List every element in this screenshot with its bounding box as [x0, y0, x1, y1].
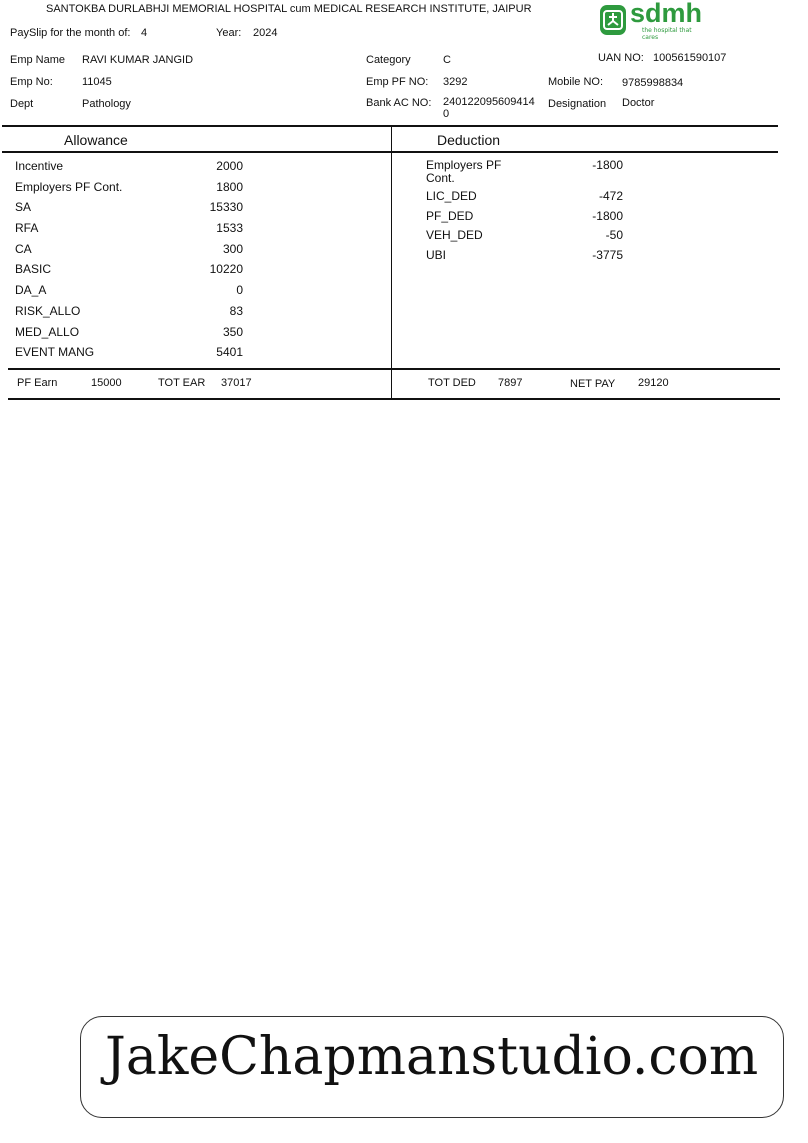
allowance-value: 15330: [209, 200, 243, 214]
table-top-rule: [2, 125, 778, 127]
totals-bottom-rule: [8, 398, 780, 400]
uan-label: UAN NO:: [598, 52, 644, 64]
watermark-box: [80, 1016, 784, 1118]
deduction-label: UBI: [426, 248, 447, 262]
allowance-label: RFA: [15, 221, 39, 235]
table-header-rule: [2, 151, 778, 153]
deduction-value: -1800: [592, 209, 623, 223]
allowance-value: 10220: [209, 262, 243, 276]
category-value: C: [443, 54, 451, 66]
bank-ac-label: Bank AC NO:: [366, 97, 432, 109]
deduction-header: Deduction: [437, 132, 501, 148]
tot-ded-value: 7897: [498, 377, 523, 389]
designation-value: Doctor: [622, 97, 655, 109]
deduction-label-line2: Cont.: [426, 171, 455, 185]
deduction-value: -3775: [592, 248, 623, 262]
table-divider: [391, 126, 392, 400]
tot-ded-label: TOT DED: [428, 377, 476, 389]
allowance-value: 350: [222, 325, 243, 339]
allowance-label: BASIC: [15, 262, 52, 276]
allowance-label: Employers PF Cont.: [15, 180, 123, 194]
emp-no-value: 11045: [82, 76, 112, 88]
hospital-icon: [600, 5, 626, 35]
deduction-label: Employers PF: [426, 158, 502, 172]
allowance-label: RISK_ALLO: [15, 304, 81, 318]
emp-pf-no-label: Emp PF NO:: [366, 76, 429, 88]
pf-earn-value: 15000: [91, 377, 122, 389]
totals-top-rule: [8, 368, 780, 370]
month-value: 4: [141, 27, 148, 39]
dept-label: Dept: [10, 98, 34, 110]
allowance-label: EVENT MANG: [15, 345, 95, 359]
watermark-text: JakeChapmanstudio.com: [105, 1027, 759, 1087]
pf-earn-label: PF Earn: [17, 377, 58, 389]
net-pay-value: 29120: [638, 377, 669, 389]
designation-label: Designation: [548, 98, 607, 110]
tot-ear-value: 37017: [221, 377, 252, 389]
allowance-header: Allowance: [64, 132, 128, 148]
allowance-value: 83: [229, 304, 243, 318]
category-label: Category: [366, 54, 411, 66]
allowance-value: 300: [222, 242, 243, 256]
deduction-value: -472: [598, 189, 623, 203]
bank-ac-value-line2: 0: [443, 108, 450, 120]
mobile-value: 9785998834: [622, 77, 684, 89]
deduction-label: PF_DED: [426, 209, 474, 223]
uan-value: 100561590107: [653, 52, 727, 64]
emp-pf-no-value: 3292: [443, 76, 468, 88]
deduction-label: VEH_DED: [426, 228, 483, 242]
mobile-label: Mobile NO:: [548, 76, 604, 88]
allowance-label: SA: [15, 200, 32, 214]
emp-name-value: RAVI KUMAR JANGID: [82, 54, 194, 66]
allowance-label: CA: [15, 242, 32, 256]
allowance-value: 0: [236, 283, 243, 297]
allowance-label: DA_A: [15, 283, 47, 297]
logo-name: sdmh: [630, 0, 703, 28]
deduction-label: LIC_DED: [426, 189, 477, 203]
allowance-label: MED_ALLO: [15, 325, 80, 339]
emp-no-label: Emp No:: [10, 76, 53, 88]
logo-tagline: the hospital that cares: [642, 27, 692, 41]
year-label: Year:: [216, 27, 242, 39]
emp-name-label: Emp Name: [10, 54, 66, 66]
deduction-value: -50: [605, 228, 623, 242]
deduction-value: -1800: [592, 158, 623, 172]
allowance-value: 1800: [216, 180, 243, 194]
tot-ear-label: TOT EAR: [158, 377, 206, 389]
net-pay-label: NET PAY: [570, 378, 616, 390]
year-value: 2024: [253, 27, 278, 39]
month-label: PaySlip for the month of:: [10, 27, 131, 39]
allowance-value: 1533: [216, 221, 243, 235]
institute-title: SANTOKBA DURLABHJI MEMORIAL HOSPITAL cum MEDICAL RESEARCH INSTITUTE, JAIPUR: [46, 3, 532, 15]
bank-ac-value-line1: 240122095609414: [443, 96, 535, 108]
dept-value: Pathology: [82, 98, 131, 110]
allowance-value: 5401: [216, 345, 243, 359]
allowance-label: Incentive: [15, 159, 64, 173]
allowance-value: 2000: [216, 159, 243, 173]
sdmh-logo: [598, 2, 706, 40]
